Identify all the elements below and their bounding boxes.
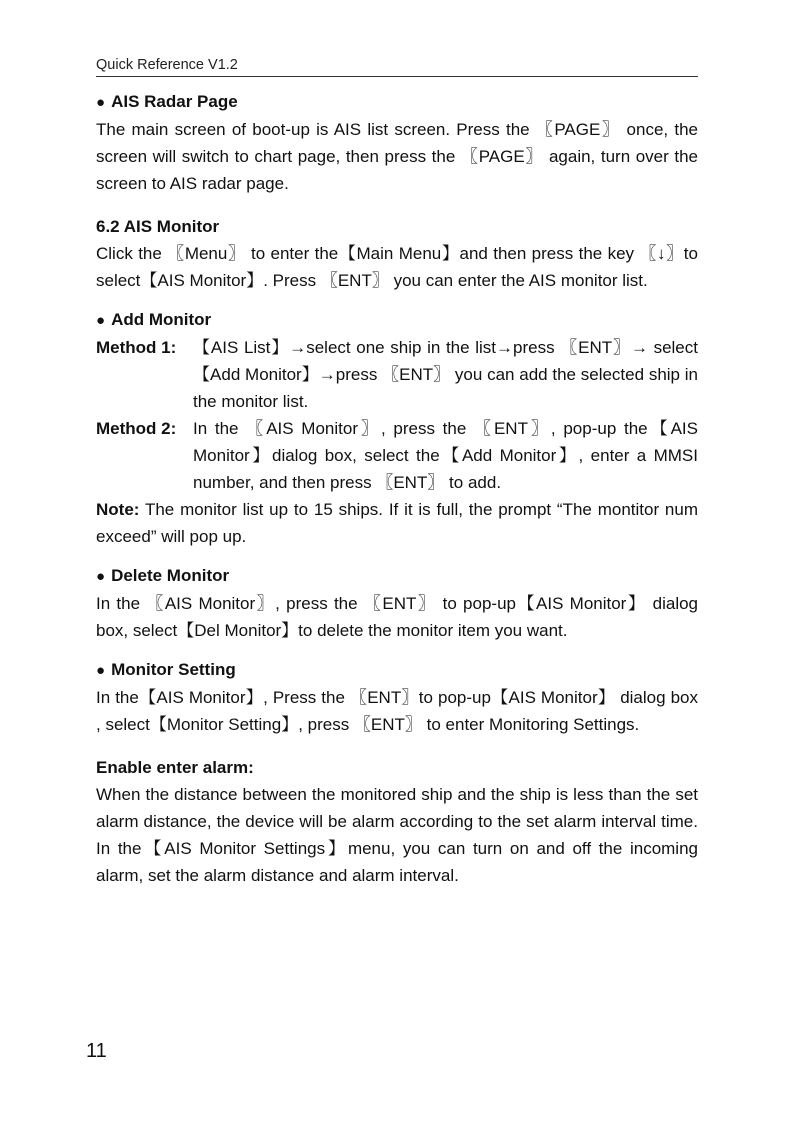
paragraph-enable-enter-alarm: When the distance between the monitored ship and the ship is less than the set alarm distance, the device will be alarm according to the set alarm interval time. In the【AIS Monitor Settings】menu, you can turn on and off the incoming alarm, set the alarm distance and alarm interval. (96, 785, 698, 885)
method-2 (96, 415, 698, 496)
paragraph-ais-monitor: Click the 〖Menu〗 to enter the【Main Menu】and then press the key 〖↓〗to select【AIS Monitor】. Press 〖ENT〗 you can enter the AIS monitor list. (96, 244, 698, 290)
running-header: Quick Reference V1.2 (96, 57, 698, 77)
note-text: The monitor list up to 15 ships. If it is full, the prompt “The montitor num exceed” will pop up. (96, 500, 698, 546)
page-content (96, 88, 698, 889)
heading-enable-enter-alarm: Enable enter alarm: (96, 758, 254, 777)
heading-add-monitor: ● Add Monitor (96, 306, 698, 334)
method-1-label: Method 1: (96, 338, 177, 357)
note-paragraph (96, 496, 698, 550)
page-number: 11 (86, 1040, 107, 1062)
paragraph-delete-monitor: In the 〖AIS Monitor〗, press the 〖ENT〗 to pop-up【AIS Monitor】 dialog box, select【Del Monitor】to delete the monitor item you want. (96, 594, 698, 640)
heading-ais-radar-page: ● AIS Radar Page (96, 88, 698, 116)
paragraph-monitor-setting: In the【AIS Monitor】, Press the 〖ENT〗to pop-up【AIS Monitor】 dialog box , select【Monitor Setting】, press 〖ENT〗 to enter Monitoring Settings. (96, 688, 698, 734)
paragraph-ais-radar-page: The main screen of boot-up is AIS list screen. Press the 〖PAGE〗 once, the screen will switch to chart page, then press the 〖PAGE〗 again, turn over the screen to AIS radar page. (96, 120, 698, 193)
heading-delete-monitor: ● Delete Monitor (96, 562, 698, 590)
method-1 (96, 334, 698, 415)
method-1-text: 【AIS List】→select one ship in the list→press 〖ENT〗→ select【Add Monitor】→press 〖ENT〗 you can add the selected ship in the monitor list. (193, 338, 698, 411)
heading-ais-monitor: 6.2 AIS Monitor (96, 217, 220, 236)
method-2-label: Method 2: (96, 419, 177, 438)
method-2-text: In the 〖AIS Monitor〗, press the 〖ENT〗, pop-up the【AIS Monitor】dialog box, select the【Add Monitor】, enter a MMSI number, and then press 〖ENT〗 to add. (193, 419, 698, 492)
note-label: Note: (96, 500, 140, 519)
heading-monitor-setting: ● Monitor Setting (96, 656, 698, 684)
